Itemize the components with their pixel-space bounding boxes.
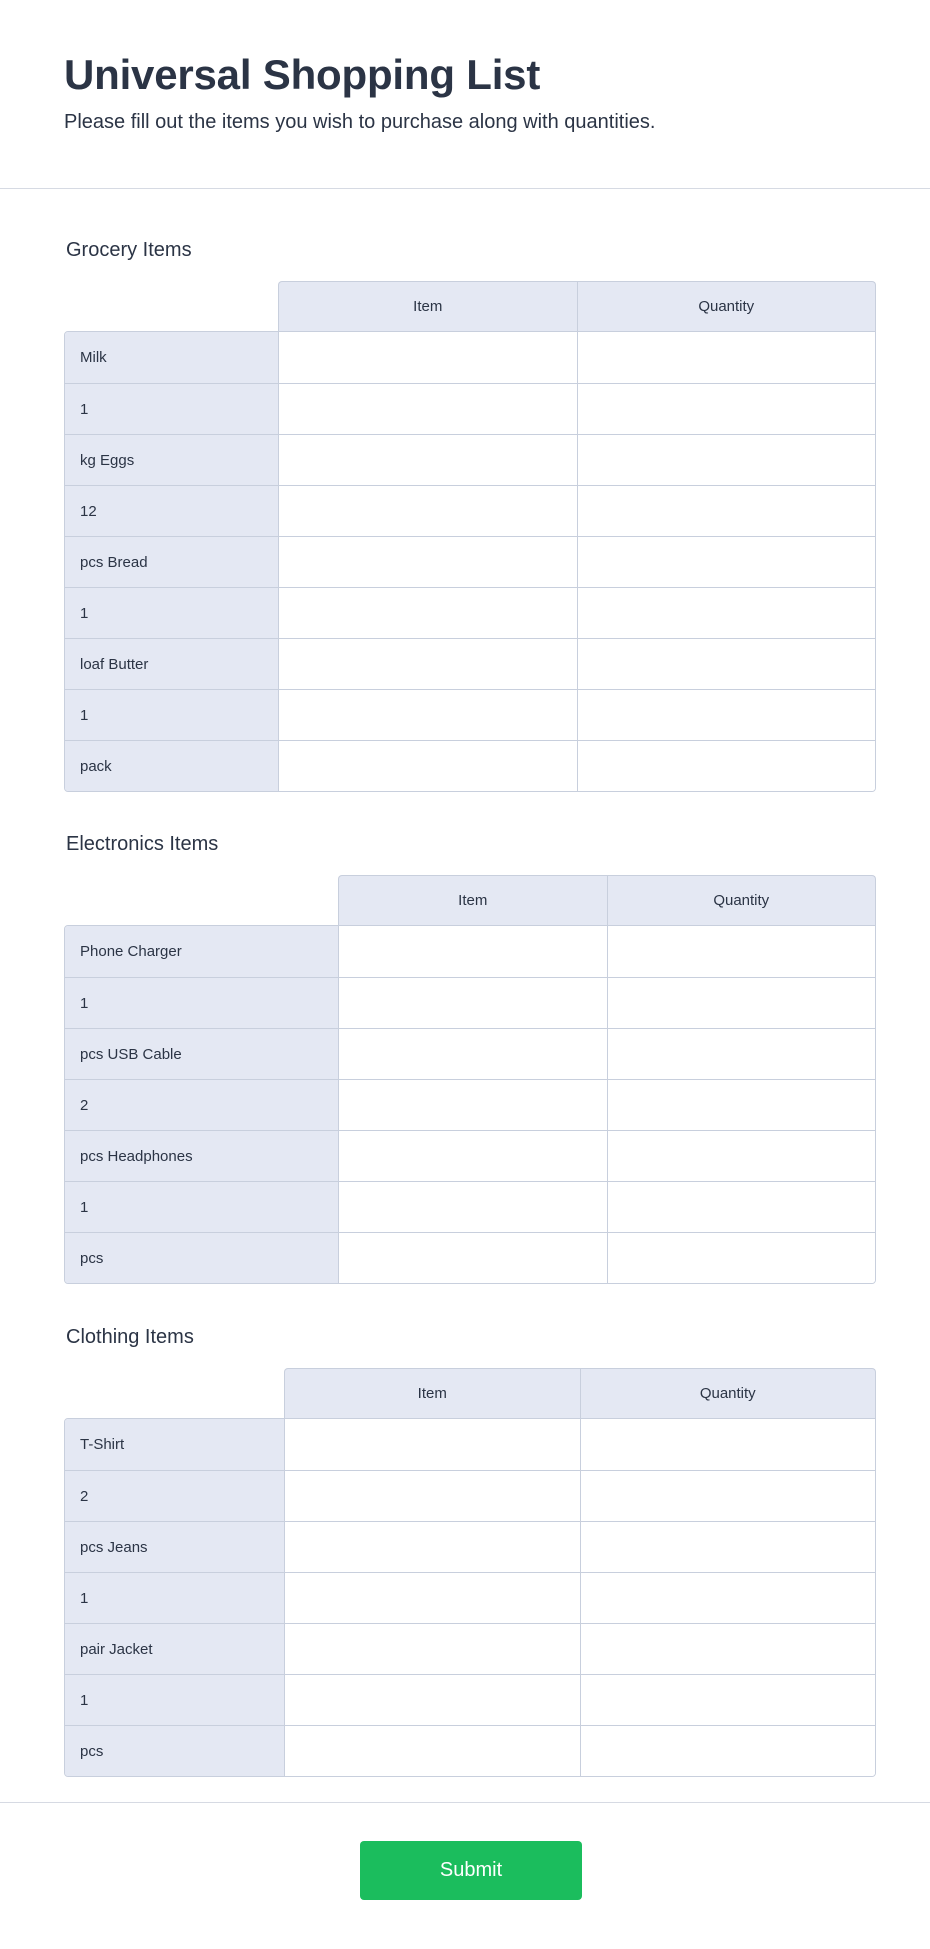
electronics-section-title: Electronics Items bbox=[66, 833, 219, 855]
clothing-row bbox=[65, 1725, 875, 1776]
clothing-section-title: Clothing Items bbox=[66, 1326, 194, 1348]
grocery-quantity-cell[interactable] bbox=[577, 741, 876, 791]
clothing-column-quantity: Quantity bbox=[580, 1369, 876, 1418]
clothing-row bbox=[65, 1572, 875, 1623]
electronics-matrix-header bbox=[338, 875, 876, 925]
footer-divider bbox=[0, 1802, 930, 1803]
electronics-quantity-cell[interactable] bbox=[607, 1233, 876, 1283]
clothing-item-cell[interactable] bbox=[285, 1522, 580, 1572]
electronics-column-quantity: Quantity bbox=[607, 876, 876, 925]
grocery-quantity-cell[interactable] bbox=[577, 537, 876, 587]
electronics-quantity-cell[interactable] bbox=[607, 1029, 876, 1079]
clothing-row-label: 1 bbox=[65, 1675, 285, 1725]
grocery-section-title: Grocery Items bbox=[66, 239, 192, 261]
page-title: Universal Shopping List bbox=[64, 51, 541, 98]
clothing-item-cell[interactable] bbox=[285, 1471, 580, 1521]
clothing-row-label: 1 bbox=[65, 1573, 285, 1623]
clothing-quantity-cell[interactable] bbox=[580, 1624, 876, 1674]
electronics-row bbox=[65, 1232, 875, 1283]
electronics-row-label: pcs bbox=[65, 1233, 339, 1283]
grocery-row bbox=[65, 485, 875, 536]
grocery-item-cell[interactable] bbox=[279, 639, 577, 689]
clothing-item-cell[interactable] bbox=[285, 1726, 580, 1776]
clothing-row-label: pcs bbox=[65, 1726, 285, 1776]
grocery-quantity-cell[interactable] bbox=[577, 639, 876, 689]
electronics-item-cell[interactable] bbox=[339, 1131, 607, 1181]
electronics-item-cell[interactable] bbox=[339, 978, 607, 1028]
electronics-row bbox=[65, 1079, 875, 1130]
submit-button[interactable]: Submit bbox=[360, 1841, 582, 1900]
grocery-item-cell[interactable] bbox=[279, 690, 577, 740]
electronics-matrix-body bbox=[64, 925, 876, 1284]
grocery-row bbox=[65, 587, 875, 638]
electronics-row-label: Phone Charger bbox=[65, 926, 339, 977]
clothing-row bbox=[65, 1674, 875, 1725]
electronics-quantity-cell[interactable] bbox=[607, 978, 876, 1028]
grocery-quantity-cell[interactable] bbox=[577, 486, 876, 536]
clothing-row-label: T-Shirt bbox=[65, 1419, 285, 1470]
grocery-row bbox=[65, 434, 875, 485]
form-header bbox=[0, 0, 930, 189]
electronics-quantity-cell[interactable] bbox=[607, 926, 876, 977]
electronics-row-label: pcs USB Cable bbox=[65, 1029, 339, 1079]
electronics-row-label: 2 bbox=[65, 1080, 339, 1130]
page-subtitle: Please fill out the items you wish to purchase along with quantities. bbox=[64, 111, 656, 133]
clothing-item-cell[interactable] bbox=[285, 1573, 580, 1623]
clothing-row bbox=[65, 1623, 875, 1674]
electronics-row-label: pcs Headphones bbox=[65, 1131, 339, 1181]
clothing-item-cell[interactable] bbox=[285, 1419, 580, 1470]
grocery-row-label: loaf Butter bbox=[65, 639, 279, 689]
grocery-row-label: pack bbox=[65, 741, 279, 791]
grocery-row bbox=[65, 740, 875, 791]
electronics-column-item: Item bbox=[458, 892, 488, 909]
clothing-column-item: Item bbox=[417, 1385, 447, 1402]
grocery-item-cell[interactable] bbox=[279, 486, 577, 536]
electronics-row bbox=[65, 926, 875, 977]
grocery-matrix-header bbox=[278, 281, 876, 331]
electronics-item-cell[interactable] bbox=[339, 1080, 607, 1130]
grocery-item-cell[interactable] bbox=[279, 435, 577, 485]
clothing-item-cell[interactable] bbox=[285, 1675, 580, 1725]
clothing-quantity-cell[interactable] bbox=[580, 1471, 876, 1521]
grocery-row bbox=[65, 536, 875, 587]
clothing-quantity-cell[interactable] bbox=[580, 1726, 876, 1776]
grocery-row bbox=[65, 332, 875, 383]
grocery-item-cell[interactable] bbox=[279, 588, 577, 638]
grocery-quantity-cell[interactable] bbox=[577, 384, 876, 434]
electronics-row-label: 1 bbox=[65, 978, 339, 1028]
clothing-row bbox=[65, 1521, 875, 1572]
electronics-row-label: 1 bbox=[65, 1182, 339, 1232]
grocery-quantity-cell[interactable] bbox=[577, 435, 876, 485]
electronics-row bbox=[65, 1028, 875, 1079]
clothing-row-label: pcs Jeans bbox=[65, 1522, 285, 1572]
grocery-quantity-cell[interactable] bbox=[577, 690, 876, 740]
clothing-row-label: pair Jacket bbox=[65, 1624, 285, 1674]
grocery-quantity-cell[interactable] bbox=[577, 588, 876, 638]
clothing-matrix-body bbox=[64, 1418, 876, 1777]
electronics-quantity-cell[interactable] bbox=[607, 1182, 876, 1232]
electronics-row bbox=[65, 1181, 875, 1232]
grocery-row-label: Milk bbox=[65, 332, 279, 383]
grocery-item-cell[interactable] bbox=[279, 741, 577, 791]
clothing-row bbox=[65, 1470, 875, 1521]
grocery-item-cell[interactable] bbox=[279, 384, 577, 434]
grocery-column-item: Item bbox=[413, 298, 443, 315]
grocery-row-label: 1 bbox=[65, 690, 279, 740]
clothing-row-label: 2 bbox=[65, 1471, 285, 1521]
grocery-row-label: 12 bbox=[65, 486, 279, 536]
grocery-quantity-cell[interactable] bbox=[577, 332, 876, 383]
clothing-item-cell[interactable] bbox=[285, 1624, 580, 1674]
clothing-row bbox=[65, 1419, 875, 1470]
grocery-column-quantity: Quantity bbox=[577, 282, 876, 331]
electronics-quantity-cell[interactable] bbox=[607, 1131, 876, 1181]
electronics-item-cell[interactable] bbox=[339, 1029, 607, 1079]
grocery-row-label: pcs Bread bbox=[65, 537, 279, 587]
clothing-quantity-cell[interactable] bbox=[580, 1419, 876, 1470]
grocery-row-label: 1 bbox=[65, 588, 279, 638]
grocery-row bbox=[65, 638, 875, 689]
electronics-quantity-cell[interactable] bbox=[607, 1080, 876, 1130]
grocery-item-cell[interactable] bbox=[279, 537, 577, 587]
clothing-quantity-cell[interactable] bbox=[580, 1522, 876, 1572]
clothing-matrix-header bbox=[284, 1368, 876, 1418]
grocery-row-label: kg Eggs bbox=[65, 435, 279, 485]
grocery-item-cell[interactable] bbox=[279, 332, 577, 383]
grocery-matrix-body bbox=[64, 331, 876, 792]
clothing-quantity-cell[interactable] bbox=[580, 1675, 876, 1725]
electronics-row bbox=[65, 977, 875, 1028]
electronics-row bbox=[65, 1130, 875, 1181]
grocery-row bbox=[65, 689, 875, 740]
grocery-row bbox=[65, 383, 875, 434]
electronics-item-cell[interactable] bbox=[339, 926, 607, 977]
electronics-item-cell[interactable] bbox=[339, 1182, 607, 1232]
clothing-quantity-cell[interactable] bbox=[580, 1573, 876, 1623]
grocery-row-label: 1 bbox=[65, 384, 279, 434]
electronics-item-cell[interactable] bbox=[339, 1233, 607, 1283]
